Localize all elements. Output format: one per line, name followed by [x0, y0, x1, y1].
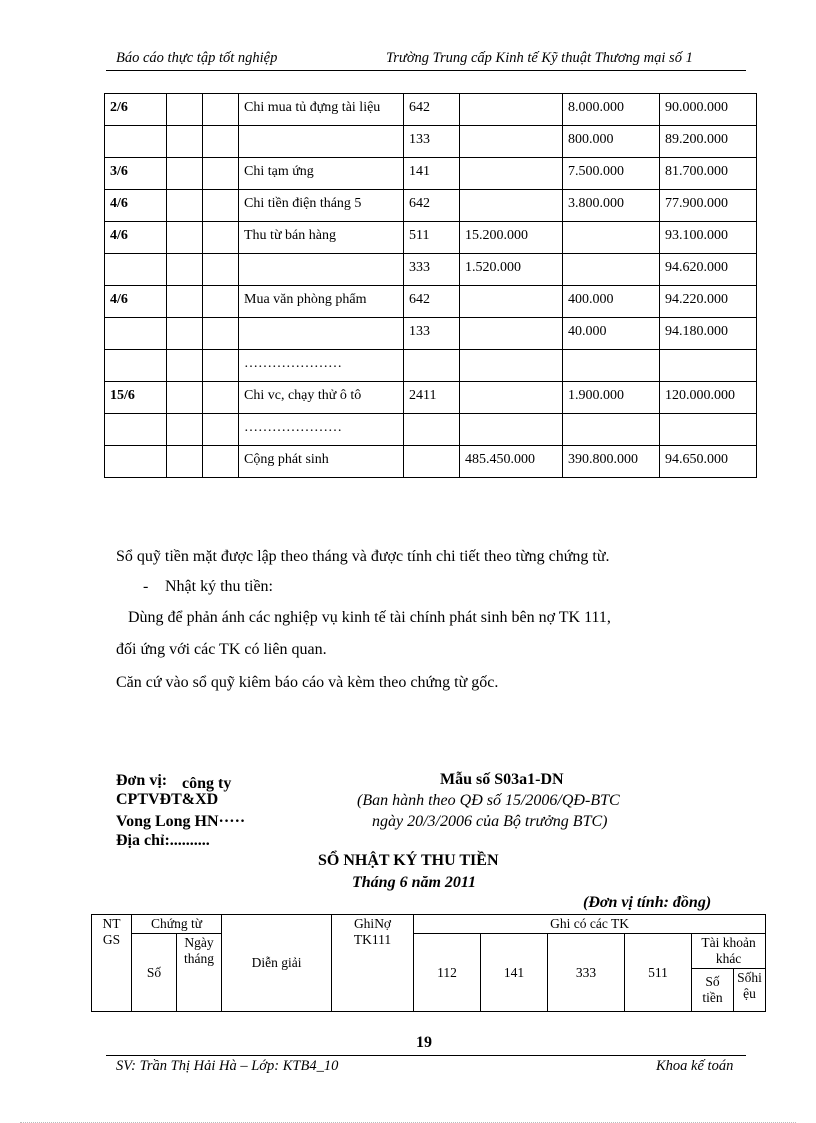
ledger-cell: 400.000	[563, 286, 660, 318]
ledger-cell	[460, 414, 563, 446]
ledger-cell: Chi tiền điện tháng 5	[239, 190, 404, 222]
ledger-cell	[239, 254, 404, 286]
ledger-cell: 94.650.000	[660, 446, 757, 478]
ledger-cell: 4/6	[105, 190, 167, 222]
ledger-cell	[167, 158, 203, 190]
ledger-cell	[660, 414, 757, 446]
ledger-cell: Cộng phát sinh	[239, 446, 404, 478]
paragraph-4: Căn cứ vào sổ quỹ kiêm báo cáo và kèm theo chứng từ gốc.	[116, 674, 499, 691]
address: Địa chỉ:..........	[116, 832, 210, 849]
col-chung-tu: Chứng từ	[132, 915, 222, 934]
col-ghi-co: Ghi có các TK	[414, 915, 766, 934]
ledger-cell: 15.200.000	[460, 222, 563, 254]
bullet-mark: -	[143, 578, 149, 595]
ledger-cell	[167, 94, 203, 126]
header-left: Báo cáo thực tập tốt nghiệp	[116, 50, 278, 66]
ledger-row	[105, 222, 757, 254]
journal-title: SỔ NHẬT KÝ THU TIỀN	[318, 852, 499, 869]
ledger-cell: 4/6	[105, 286, 167, 318]
ledger-cell: 485.450.000	[460, 446, 563, 478]
col-tk511: 511	[625, 934, 692, 1012]
decree-line-1: (Ban hành theo QĐ số 15/2006/QĐ-BTC	[357, 792, 620, 809]
ledger-cell: 133	[404, 318, 460, 350]
ledger-cell	[105, 318, 167, 350]
ledger-cell	[167, 318, 203, 350]
ledger-cell: …………………	[239, 350, 404, 382]
footer-left: SV: Trần Thị Hải Hà – Lớp: KTB4_10	[116, 1058, 339, 1074]
ledger-cell	[203, 222, 239, 254]
ledger-cell: 81.700.000	[660, 158, 757, 190]
ledger-cell	[239, 126, 404, 158]
ledger-cell	[239, 318, 404, 350]
unit-line3: Vong Long HN·····	[116, 813, 246, 830]
col-so-hieu: Sốhi ệu	[734, 969, 766, 1012]
paragraph-3: đối ứng với các TK có liên quan.	[116, 641, 327, 658]
ledger-cell	[167, 446, 203, 478]
col-ntgs: NT GS	[92, 915, 132, 1012]
cash-ledger-table	[104, 93, 757, 478]
footer-right: Khoa kế toán	[656, 1058, 734, 1074]
ledger-cell: 94.180.000	[660, 318, 757, 350]
ledger-cell	[203, 446, 239, 478]
ledger-cell	[460, 350, 563, 382]
header-rule	[106, 70, 746, 71]
ledger-cell: 90.000.000	[660, 94, 757, 126]
ledger-cell: 94.620.000	[660, 254, 757, 286]
ledger-row	[105, 446, 757, 478]
unit-line2: CPTVĐT&XD	[116, 791, 219, 808]
ledger-cell	[563, 350, 660, 382]
ledger-cell: 133	[404, 126, 460, 158]
ledger-cell: 800.000	[563, 126, 660, 158]
ledger-cell: 642	[404, 94, 460, 126]
ledger-cell	[105, 350, 167, 382]
ledger-cell: 511	[404, 222, 460, 254]
col-dien-giai: Diễn giải	[222, 915, 332, 1012]
ledger-cell	[460, 318, 563, 350]
footer-rule	[106, 1055, 746, 1056]
ledger-cell	[167, 414, 203, 446]
ledger-cell: 7.500.000	[563, 158, 660, 190]
page-number: 19	[416, 1034, 432, 1051]
ledger-cell	[105, 414, 167, 446]
ledger-cell	[563, 254, 660, 286]
ledger-cell	[167, 254, 203, 286]
ledger-cell: Mua văn phòng phẩm	[239, 286, 404, 318]
ledger-cell	[460, 382, 563, 414]
bullet-text: Nhật ký thu tiền:	[165, 578, 273, 595]
ledger-cell: 3.800.000	[563, 190, 660, 222]
ledger-row	[105, 190, 757, 222]
ledger-row	[105, 318, 757, 350]
ledger-row	[105, 158, 757, 190]
ledger-cell	[167, 382, 203, 414]
ledger-cell: 4/6	[105, 222, 167, 254]
ledger-cell	[203, 254, 239, 286]
unit-value: công ty	[182, 775, 232, 792]
ledger-cell	[460, 126, 563, 158]
ledger-cell: 3/6	[105, 158, 167, 190]
ledger-cell	[203, 190, 239, 222]
ledger-cell	[203, 286, 239, 318]
ledger-cell: 333	[404, 254, 460, 286]
ledger-row	[105, 126, 757, 158]
ledger-row	[105, 350, 757, 382]
ledger-cell: 120.000.000	[660, 382, 757, 414]
col-tk112: 112	[414, 934, 481, 1012]
ledger-cell	[105, 126, 167, 158]
ledger-cell: 642	[404, 190, 460, 222]
ledger-row	[105, 286, 757, 318]
ledger-cell: 89.200.000	[660, 126, 757, 158]
ledger-cell	[660, 350, 757, 382]
ledger-cell: 390.800.000	[563, 446, 660, 478]
ledger-cell	[167, 286, 203, 318]
col-ghi-no: GhiNợ TK111	[332, 915, 414, 1012]
ledger-cell: …………………	[239, 414, 404, 446]
col-tk-khac: Tài khoản khác	[692, 934, 766, 969]
ledger-cell	[563, 414, 660, 446]
ledger-cell: 2411	[404, 382, 460, 414]
ledger-cell: 1.520.000	[460, 254, 563, 286]
ledger-cell	[460, 94, 563, 126]
ledger-cell: 77.900.000	[660, 190, 757, 222]
ledger-cell	[404, 350, 460, 382]
ledger-cell	[404, 414, 460, 446]
ledger-cell: 642	[404, 286, 460, 318]
ledger-cell	[167, 222, 203, 254]
receipt-journal-table	[91, 914, 766, 1012]
ledger-cell	[105, 446, 167, 478]
ledger-cell	[203, 350, 239, 382]
ledger-cell: 2/6	[105, 94, 167, 126]
ledger-cell: Chi vc, chạy thử ô tô	[239, 382, 404, 414]
ledger-cell	[203, 94, 239, 126]
col-tk333: 333	[548, 934, 625, 1012]
ledger-cell: 40.000	[563, 318, 660, 350]
col-so-tien: Số tiền	[692, 969, 734, 1012]
ledger-cell: 8.000.000	[563, 94, 660, 126]
ledger-row	[105, 382, 757, 414]
ledger-cell	[460, 286, 563, 318]
ledger-row	[105, 254, 757, 286]
ledger-cell	[105, 254, 167, 286]
ledger-cell: 15/6	[105, 382, 167, 414]
unit-of-measure: (Đơn vị tính: đồng)	[583, 894, 712, 911]
ledger-cell	[460, 190, 563, 222]
col-ngay-thang: Ngày tháng	[177, 934, 222, 1012]
unit-label: Đơn vị:	[116, 772, 168, 789]
ledger-cell: 93.100.000	[660, 222, 757, 254]
ledger-row	[105, 94, 757, 126]
ledger-cell	[167, 126, 203, 158]
col-tk141: 141	[481, 934, 548, 1012]
ledger-cell: Chi tạm ứng	[239, 158, 404, 190]
ledger-cell	[203, 318, 239, 350]
ledger-cell	[404, 446, 460, 478]
ledger-cell: 1.900.000	[563, 382, 660, 414]
ledger-row	[105, 414, 757, 446]
ledger-cell: 141	[404, 158, 460, 190]
ledger-cell: Chi mua tủ đựng tài liệu	[239, 94, 404, 126]
header-right: Trường Trung cấp Kinh tế Kỹ thuật Thương mại số 1	[386, 50, 693, 66]
ledger-cell	[563, 222, 660, 254]
form-number: Mẫu số S03a1-DN	[440, 771, 564, 788]
decree-line-2: ngày 20/3/2006 của Bộ trưởng BTC)	[372, 813, 608, 830]
journal-period: Tháng 6 năm 2011	[352, 874, 477, 891]
ledger-cell: 94.220.000	[660, 286, 757, 318]
ledger-cell	[203, 158, 239, 190]
ledger-cell	[203, 126, 239, 158]
ledger-cell	[203, 382, 239, 414]
ledger-cell	[167, 350, 203, 382]
ledger-cell	[167, 190, 203, 222]
col-so: Số	[132, 934, 177, 1012]
paragraph-2: Dùng để phản ánh các nghiệp vụ kinh tế tài chính phát sinh bên nợ TK 111,	[128, 609, 611, 626]
ledger-cell: Thu từ bán hàng	[239, 222, 404, 254]
ledger-cell	[203, 414, 239, 446]
ledger-cell	[460, 158, 563, 190]
paragraph-1: Sổ quỹ tiền mặt được lập theo tháng và được tính chi tiết theo từng chứng từ.	[116, 548, 610, 565]
